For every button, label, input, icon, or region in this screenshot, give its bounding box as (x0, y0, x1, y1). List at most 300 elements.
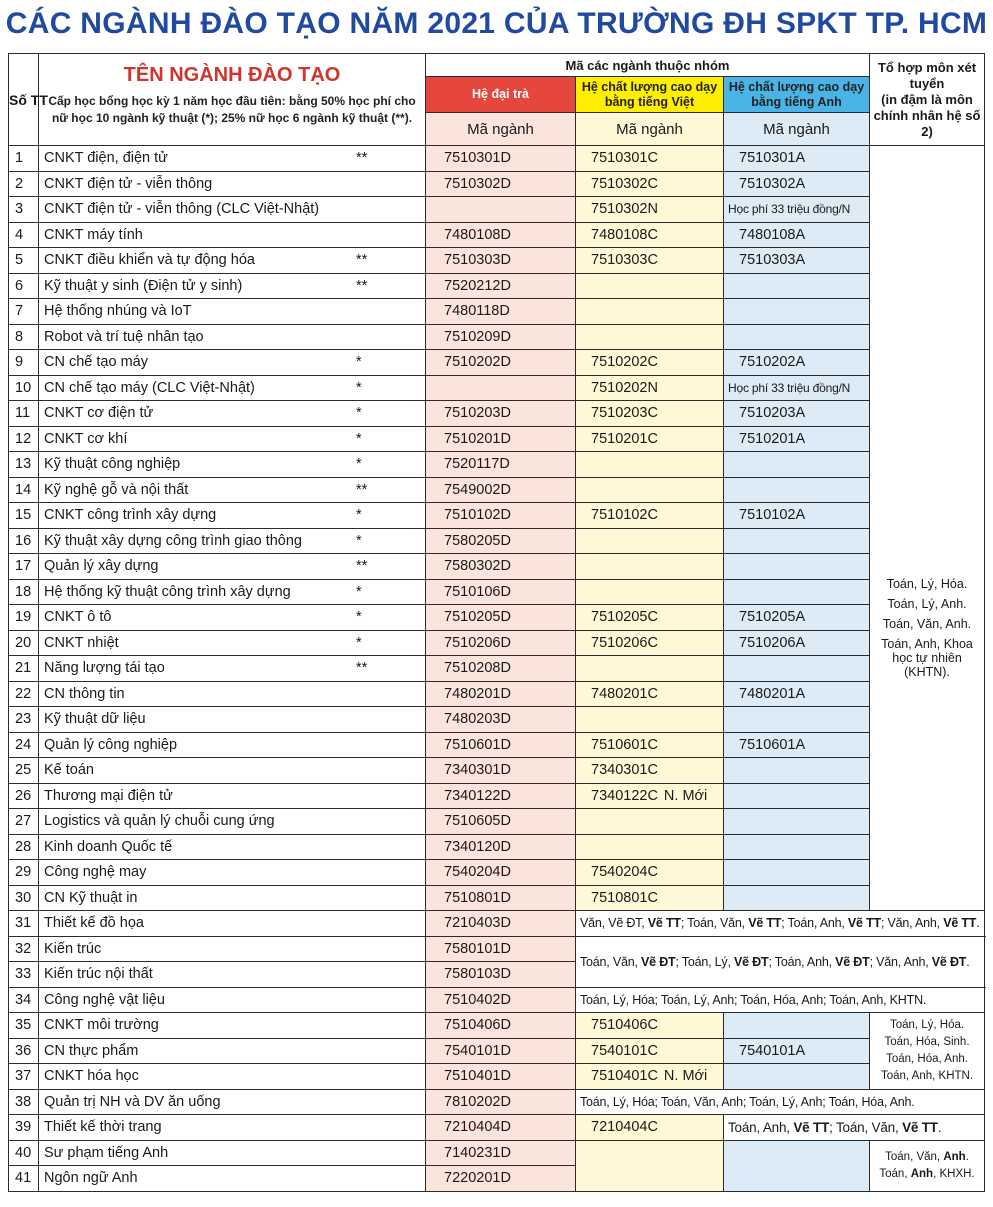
major-name (39, 248, 426, 274)
code-clc-viet (576, 783, 724, 809)
scholarship-mark: ** (356, 277, 368, 294)
code-dai-tra: 7510209D (426, 324, 576, 350)
table-row (9, 732, 985, 758)
row-number: 16 (9, 528, 39, 554)
code-dai-tra: 7220201D (426, 1166, 576, 1192)
table-row (9, 834, 985, 860)
scholarship-mark: * (356, 405, 362, 422)
major-name (39, 1064, 426, 1090)
row-number: 29 (9, 860, 39, 886)
combo-part: Vẽ ĐT (734, 954, 769, 969)
combo-part: Văn, Vẽ ĐT, (580, 916, 648, 931)
combo-part: Vẽ TT (748, 916, 782, 931)
scholarship-mark: ** (356, 660, 368, 677)
table-row (9, 936, 985, 962)
major-name (39, 809, 426, 835)
code-value: 7480108C (591, 226, 658, 243)
major-label: Kế toán (44, 762, 94, 779)
row-number: 2 (9, 171, 39, 197)
code-dai-tra: 7510402D (426, 987, 576, 1013)
table-row (9, 197, 985, 223)
code-dai-tra: 7510601D (426, 732, 576, 758)
code-clc-viet (576, 630, 724, 656)
code-value: 7510301C (591, 150, 658, 167)
majors-table (8, 53, 985, 1192)
major-name (39, 1089, 426, 1115)
combo-part: , KHXH. (933, 1167, 975, 1180)
major-name (39, 1166, 426, 1192)
header-group: Mã các ngành thuộc nhóm (426, 54, 870, 77)
code-clc-viet (576, 732, 724, 758)
code-clc-viet (576, 1013, 724, 1039)
table-row (9, 1089, 985, 1115)
code-clc-viet (576, 273, 724, 299)
row-number: 39 (9, 1115, 39, 1141)
combo-merged: Toán, Lý, Hóa; Toán, Lý, Anh; Toán, Hóa, Anh; Toán, Anh, KHTN. (576, 987, 985, 1013)
major-label: CNKT máy tính (44, 226, 143, 243)
major-name (39, 1115, 426, 1141)
code-dai-tra: 7580101D (426, 936, 576, 962)
row-number: 38 (9, 1089, 39, 1115)
major-name (39, 834, 426, 860)
row-number: 26 (9, 783, 39, 809)
table-row (9, 1064, 985, 1090)
scholarship-mark: * (356, 379, 362, 396)
code-clc-anh: 7480108A (724, 222, 870, 248)
code-dai-tra: 7510301D (426, 146, 576, 172)
combo-part: Vẽ ĐT (835, 954, 870, 969)
code-clc-anh: 7510301A (724, 146, 870, 172)
major-label: Kỹ nghệ gỗ và nội thất (44, 481, 189, 498)
code-dai-tra: 7540101D (426, 1038, 576, 1064)
table-row (9, 1140, 985, 1166)
row-number: 4 (9, 222, 39, 248)
table-row (9, 605, 985, 631)
scholarship-mark: * (356, 507, 362, 524)
code-value: 7510601C (591, 736, 658, 753)
row-number: 5 (9, 248, 39, 274)
major-label: Logistics và quản lý chuỗi cung ứng (44, 813, 275, 830)
major-name (39, 477, 426, 503)
combo-part: ; Toán, Lý, (675, 954, 735, 969)
row-number: 15 (9, 503, 39, 529)
table-row (9, 783, 985, 809)
major-name (39, 197, 426, 223)
major-name (39, 579, 426, 605)
major-label: Quản lý xây dựng (44, 558, 159, 575)
major-label: CNKT điện, điện tử (44, 150, 168, 167)
code-dai-tra: 7510406D (426, 1013, 576, 1039)
code-clc-viet (576, 426, 724, 452)
major-label: Robot và trí tuệ nhân tạo (44, 328, 204, 345)
code-clc-viet (576, 248, 724, 274)
header-scholarship-note: Cấp học bổng học kỳ 1 năm học đầu tiên: bằng 50% học phí cho nữ học 10 ngành kỹ thuật (*); 25% nữ học 6 ngành kỹ thuật (**). (48, 94, 416, 125)
code-clc-viet (576, 146, 724, 172)
major-name (39, 222, 426, 248)
header-code-d: Mã ngành (426, 113, 576, 146)
code-clc-viet (576, 885, 724, 911)
major-name (39, 426, 426, 452)
code-dai-tra: 7340120D (426, 834, 576, 860)
scholarship-mark: * (356, 609, 362, 626)
row-number: 11 (9, 401, 39, 427)
row-number: 32 (9, 936, 39, 962)
code-clc-viet (576, 375, 724, 401)
code-dai-tra: 7520117D (426, 452, 576, 478)
code-clc-anh (724, 477, 870, 503)
combo-part: ; Toán, Anh, (781, 916, 848, 931)
table-row (9, 248, 985, 274)
code-value: 7510302N (591, 201, 658, 218)
table-row (9, 911, 985, 937)
table-row (9, 758, 985, 784)
combo-part: ; Văn, Anh, (869, 954, 932, 969)
table-row (9, 1013, 985, 1039)
table-row (9, 707, 985, 733)
table-row (9, 809, 985, 835)
combo-part: Vẽ TT (902, 1119, 938, 1135)
code-clc-viet (576, 834, 724, 860)
row-number: 3 (9, 197, 39, 223)
code-dai-tra: 7510202D (426, 350, 576, 376)
combo-part: Vẽ TT (943, 916, 977, 931)
code-clc-anh: 7540101A (724, 1038, 870, 1064)
code-dai-tra: 7580205D (426, 528, 576, 554)
major-label: Kỹ thuật xây dựng công trình giao thông (44, 532, 302, 549)
combo-cell (870, 1013, 985, 1090)
code-dai-tra: 7510205D (426, 605, 576, 631)
row-number: 17 (9, 554, 39, 580)
code-dai-tra: 7510102D (426, 503, 576, 529)
major-name (39, 1140, 426, 1166)
code-clc-viet (576, 1064, 724, 1090)
code-clc-anh: 7510201A (724, 426, 870, 452)
combo-line: Toán, Văn, Anh. (882, 617, 972, 631)
code-clc-anh: Học phí 33 triệu đồng/N (724, 375, 870, 401)
code-clc-anh (724, 1013, 870, 1039)
major-label: CN chế tạo máy (44, 354, 148, 371)
row-number: 1 (9, 146, 39, 172)
row-number: 25 (9, 758, 39, 784)
code-dai-tra: 7480118D (426, 299, 576, 325)
code-value: 7510205C (591, 609, 658, 626)
combo-part: ; Văn, Anh, (880, 916, 944, 931)
code-clc-viet (576, 1038, 724, 1064)
code-clc-viet (576, 860, 724, 886)
header-combo-title: Tổ hợp môn xét tuyển (877, 59, 977, 91)
code-dai-tra: 7549002D (426, 477, 576, 503)
major-label: Thiết kế đồ họa (44, 915, 144, 932)
code-clc-viet (576, 528, 724, 554)
code-clc-anh (724, 707, 870, 733)
row-number: 36 (9, 1038, 39, 1064)
combo-line: Toán, Anh, Khoa học tự nhiên (KHTN). (881, 637, 973, 679)
row-number: 37 (9, 1064, 39, 1090)
scholarship-mark: * (356, 456, 362, 473)
combo-line: Toán, Hóa, Sinh. (884, 1035, 970, 1048)
scholarship-mark: * (356, 354, 362, 371)
code-clc-anh (724, 656, 870, 682)
major-label: Kỹ thuật y sinh (Điện tử y sinh) (44, 277, 243, 294)
code-dai-tra: 7580302D (426, 554, 576, 580)
code-clc-anh: 7480201A (724, 681, 870, 707)
scholarship-mark: * (356, 532, 362, 549)
code-dai-tra: 7810202D (426, 1089, 576, 1115)
row-number: 21 (9, 656, 39, 682)
code-dai-tra: 7340122D (426, 783, 576, 809)
header-combo (870, 54, 985, 146)
major-label: Kỹ thuật dữ liệu (44, 711, 146, 728)
scholarship-mark: * (356, 430, 362, 447)
combo-part: Vẽ TT (847, 916, 881, 931)
code-clc-anh (724, 809, 870, 835)
major-label: CNKT cơ khí (44, 430, 128, 447)
code-clc-viet (576, 401, 724, 427)
new-major-note: N. Mới (663, 1068, 708, 1085)
major-name (39, 375, 426, 401)
major-label: CNKT công trình xây dựng (44, 507, 217, 524)
combo-part: Toán, (879, 1167, 911, 1180)
code-dai-tra: 7480203D (426, 707, 576, 733)
major-label: Hệ thống nhúng và IoT (44, 303, 192, 320)
major-name (39, 707, 426, 733)
major-name (39, 758, 426, 784)
code-clc-viet: 7210404C (576, 1115, 724, 1141)
combo-merged: Toán, Lý, Hóa; Toán, Văn, Anh; Toán, Lý, Anh; Toán, Hóa, Anh. (576, 1089, 985, 1115)
table-row (9, 656, 985, 682)
combo-part: ; Toán, Anh, (768, 954, 836, 969)
major-name (39, 554, 426, 580)
code-value: 7340122C (591, 787, 658, 804)
code-clc-viet (576, 503, 724, 529)
table-row (9, 554, 985, 580)
major-name (39, 452, 426, 478)
header-dai-tra: Hệ đại trà (426, 77, 576, 113)
table-row (9, 350, 985, 376)
header-clc-anh: Hệ chất lượng cao dạy bằng tiếng Anh (724, 77, 870, 113)
combo-cell (870, 1140, 985, 1191)
code-clc-viet (576, 324, 724, 350)
major-name (39, 273, 426, 299)
code-value: 7510303C (591, 252, 658, 269)
code-value: 7540101C (591, 1042, 658, 1059)
table-row (9, 477, 985, 503)
scholarship-mark: ** (356, 150, 368, 167)
row-number: 22 (9, 681, 39, 707)
code-dai-tra: 7140231D (426, 1140, 576, 1166)
major-name (39, 630, 426, 656)
code-clc-anh (724, 860, 870, 886)
code-value: 7510102C (591, 507, 658, 524)
major-name (39, 783, 426, 809)
major-label: Quản lý công nghiệp (44, 736, 178, 753)
code-clc-anh: 7510102A (724, 503, 870, 529)
major-label: CN thông tin (44, 685, 125, 702)
code-clc-viet (576, 477, 724, 503)
scholarship-mark: * (356, 634, 362, 651)
code-clc-viet (576, 452, 724, 478)
combo-merged (724, 1115, 985, 1141)
major-label: Công nghệ may (44, 864, 147, 881)
code-clc-anh (724, 1064, 870, 1090)
row-number: 14 (9, 477, 39, 503)
major-name (39, 936, 426, 962)
row-number: 30 (9, 885, 39, 911)
combo-part: Vẽ ĐT (931, 954, 967, 969)
major-label: CN chế tạo máy (CLC Việt-Nhật) (44, 379, 255, 396)
code-clc-anh: 7510206A (724, 630, 870, 656)
code-dai-tra: 7510201D (426, 426, 576, 452)
combo-part: . (966, 954, 970, 969)
code-clc-anh: 7510601A (724, 732, 870, 758)
combo-part: Toán, Anh, (728, 1119, 794, 1135)
combo-part: Vẽ TT (647, 916, 681, 931)
row-number: 27 (9, 809, 39, 835)
table-row (9, 222, 985, 248)
row-number: 10 (9, 375, 39, 401)
code-clc-anh (724, 324, 870, 350)
code-clc-anh (724, 299, 870, 325)
major-name (39, 528, 426, 554)
combo-part: Toán, Văn, (885, 1150, 944, 1163)
code-dai-tra: 7510106D (426, 579, 576, 605)
major-label: Thương mại điện tử (44, 787, 173, 804)
code-clc-viet (576, 222, 724, 248)
major-label: CNKT hóa học (44, 1068, 139, 1085)
row-number: 19 (9, 605, 39, 631)
table-row (9, 299, 985, 325)
table-row (9, 1038, 985, 1064)
table-row (9, 630, 985, 656)
table-row (9, 681, 985, 707)
code-clc-anh (724, 1140, 870, 1191)
header-code-c: Mã ngành (576, 113, 724, 146)
major-name (39, 146, 426, 172)
row-number: 9 (9, 350, 39, 376)
major-name (39, 503, 426, 529)
code-dai-tra: 7510302D (426, 171, 576, 197)
code-clc-viet (576, 707, 724, 733)
combo-part: . (976, 916, 980, 931)
table-row (9, 885, 985, 911)
code-value: 7510201C (591, 430, 658, 447)
combo-part: . (965, 1150, 969, 1163)
combo-part: Vẽ TT (793, 1119, 830, 1135)
row-number: 33 (9, 962, 39, 988)
major-name (39, 324, 426, 350)
major-label: CNKT môi trường (44, 1017, 159, 1034)
table-body (9, 146, 985, 1192)
row-number: 24 (9, 732, 39, 758)
code-value: 7540204C (591, 864, 658, 881)
table-row (9, 146, 985, 172)
major-label: Năng lượng tái tạo (44, 660, 165, 677)
code-dai-tra: 7480201D (426, 681, 576, 707)
major-label: CNKT nhiệt (44, 634, 119, 651)
major-label: Kinh doanh Quốc tế (44, 838, 173, 855)
major-name (39, 987, 426, 1013)
code-clc-anh: 7510205A (724, 605, 870, 631)
combo-cell (870, 146, 985, 911)
code-dai-tra: 7210404D (426, 1115, 576, 1141)
code-clc-anh: 7510202A (724, 350, 870, 376)
major-name (39, 885, 426, 911)
major-name (39, 1038, 426, 1064)
row-number: 34 (9, 987, 39, 1013)
row-number: 13 (9, 452, 39, 478)
table-row (9, 579, 985, 605)
major-name (39, 962, 426, 988)
scholarship-mark: ** (356, 252, 368, 269)
code-dai-tra: 7580103D (426, 962, 576, 988)
code-clc-viet (576, 350, 724, 376)
code-dai-tra: 7210403D (426, 911, 576, 937)
code-value: 7510406C (591, 1017, 658, 1034)
scholarship-mark: ** (356, 481, 368, 498)
code-dai-tra: 7510605D (426, 809, 576, 835)
major-name (39, 171, 426, 197)
code-clc-viet (576, 605, 724, 631)
code-dai-tra: 7510206D (426, 630, 576, 656)
major-name (39, 401, 426, 427)
table-row (9, 426, 985, 452)
page-title: CÁC NGÀNH ĐÀO TẠO NĂM 2021 CỦA TRƯỜNG ĐH SPKT TP. HCM (5, 7, 988, 40)
major-label: CNKT điều khiển và tự động hóa (44, 252, 255, 269)
code-dai-tra: 7520212D (426, 273, 576, 299)
code-clc-anh: 7510203A (724, 401, 870, 427)
table-row (9, 452, 985, 478)
code-dai-tra: 7510401D (426, 1064, 576, 1090)
combo-line: Toán, Lý, Hóa. (889, 1018, 965, 1031)
major-name (39, 605, 426, 631)
code-dai-tra (426, 197, 576, 223)
table-row (9, 273, 985, 299)
major-label: CNKT điện tử - viễn thông (44, 175, 213, 192)
code-value: 7340301C (591, 762, 658, 779)
major-label: Kiến trúc (44, 940, 102, 957)
combo-part: Vẽ ĐT (641, 954, 676, 969)
code-clc-anh (724, 885, 870, 911)
table-row (9, 503, 985, 529)
major-label: Thiết kế thời trang (44, 1119, 162, 1136)
code-dai-tra (426, 375, 576, 401)
row-number: 31 (9, 911, 39, 937)
code-clc-viet (576, 1140, 724, 1191)
major-label: CN Kỹ thuật in (44, 889, 138, 906)
code-dai-tra: 7510203D (426, 401, 576, 427)
row-number: 8 (9, 324, 39, 350)
code-dai-tra: 7510801D (426, 885, 576, 911)
table-row (9, 401, 985, 427)
row-number: 18 (9, 579, 39, 605)
header-major-title: TÊN NGÀNH ĐÀO TẠO (123, 64, 341, 86)
code-clc-anh: Học phí 33 triệu đồng/N (724, 197, 870, 223)
header-stt: Số TT (9, 54, 39, 146)
code-value: 7510801C (591, 889, 658, 906)
row-number: 41 (9, 1166, 39, 1192)
major-label: Công nghệ vật liệu (44, 991, 165, 1008)
code-clc-viet (576, 758, 724, 784)
combo-line: Toán, Hóa, Anh. (886, 1052, 968, 1065)
major-name (39, 1013, 426, 1039)
code-value: 7510203C (591, 405, 658, 422)
header-major-name (39, 54, 426, 146)
row-number: 23 (9, 707, 39, 733)
table-row (9, 987, 985, 1013)
table-row (9, 528, 985, 554)
major-label: Ngôn ngữ Anh (44, 1170, 138, 1187)
row-number: 20 (9, 630, 39, 656)
